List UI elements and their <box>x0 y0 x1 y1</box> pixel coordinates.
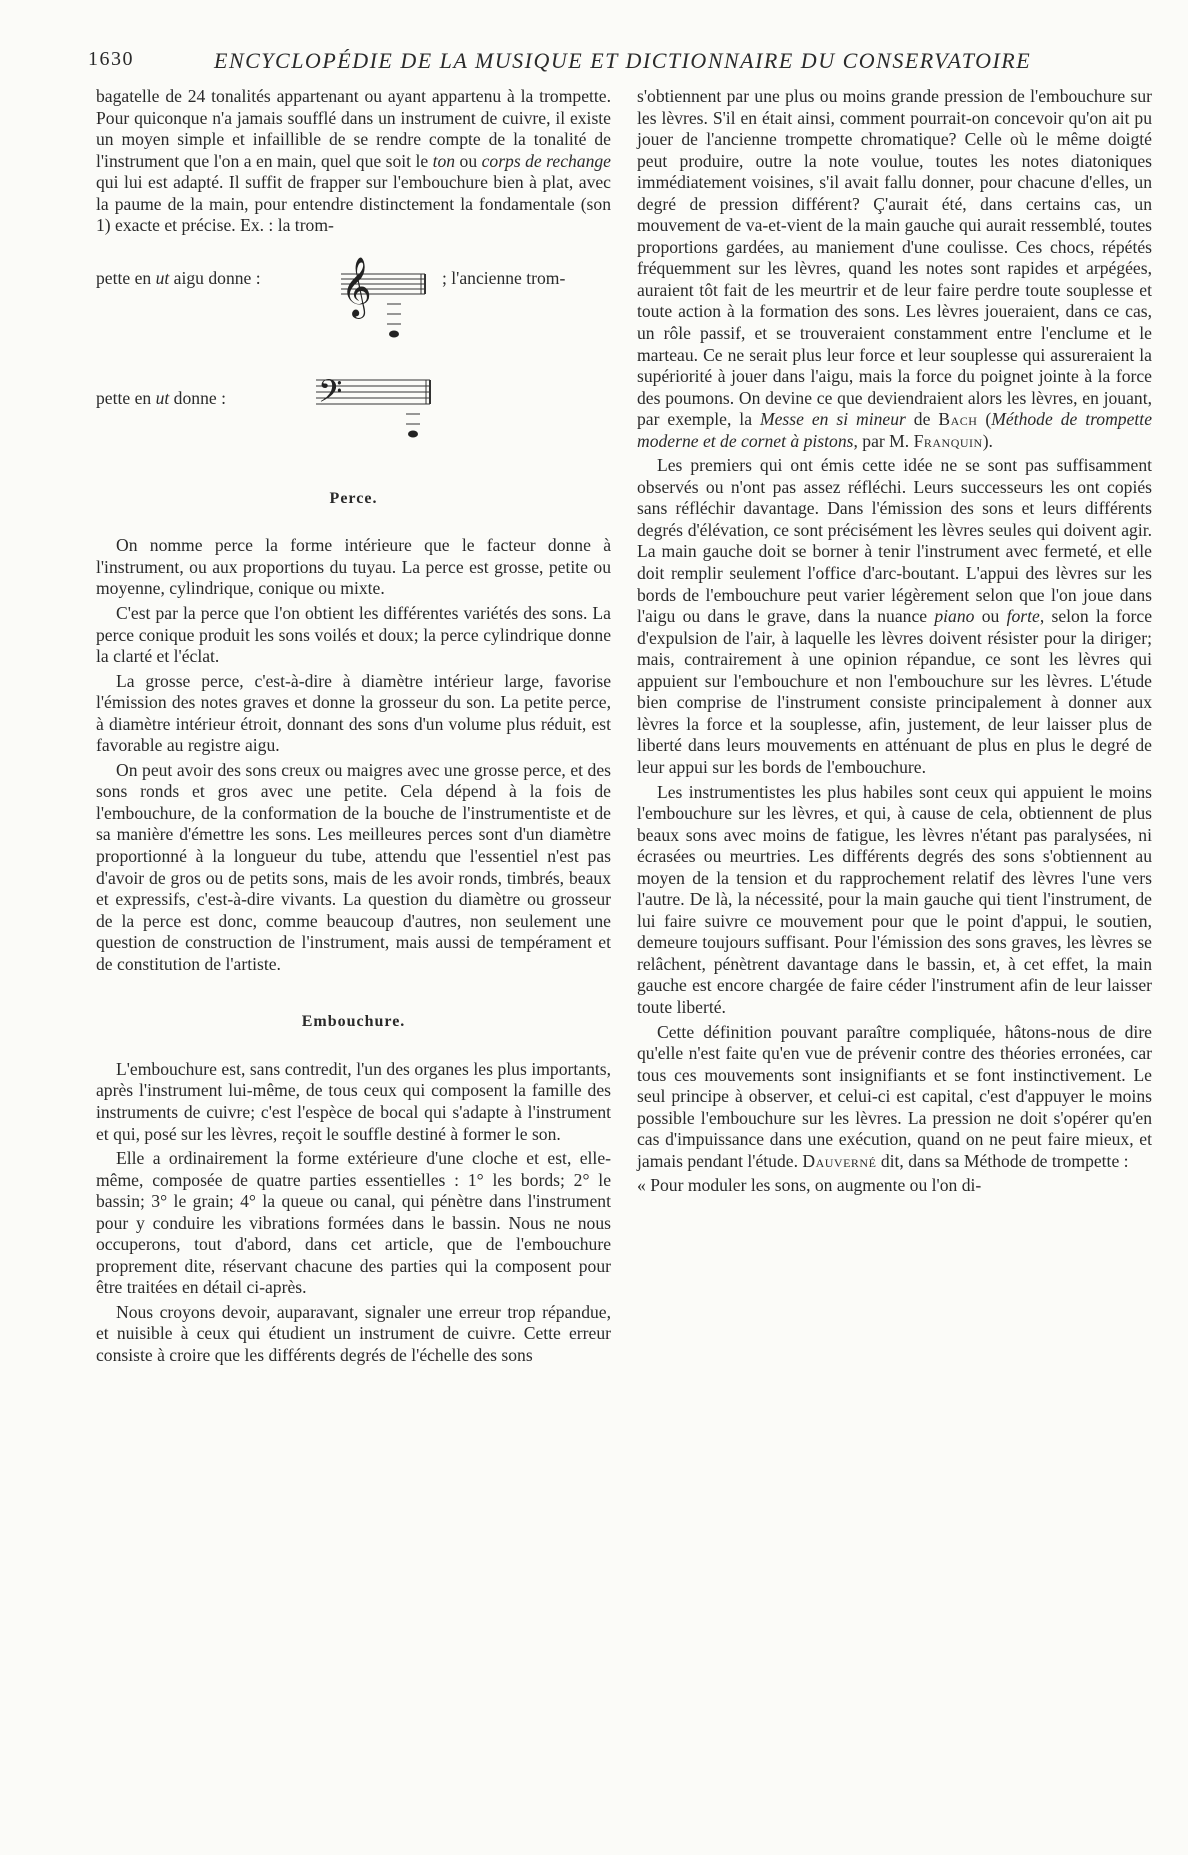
paragraph: La grosse perce, c'est-à-dire à diamètre intérieur large, favorise l'émission des notes graves et donne la grosseur du son. La petite perce, à diamètre intérieur étroit, donnant des sons d'un volume plus réduit, est favorable au registre aigu. <box>96 670 611 756</box>
svg-text:𝄞: 𝄞 <box>341 256 372 317</box>
intro-paragraph: bagatelle de 24 tonalités appartenant ou ayant appartenu à la trompette. Pour quiconque n'a jamais soufflé dans un instrument de cuivre, il existe un moyen simple et infaillible de se rendre compte de la tonalité de l'instrument que l'on a en main, quel que soit le ton ou corps de rechange qui lui est adapté. Il suffit de frapper sur l'embouchure bien à plat, avec la paume de la main, pour entendre distinctement la fondamentale (son 1) exacte et précise. Ex. : la trom- <box>96 86 611 236</box>
right-column <box>637 86 1152 1200</box>
paragraph: L'embouchure est, sans contredit, l'un des organes les plus importants, après l'instrument lui-même, de tous ceux qui composent la famille des instruments de cuivre; c'est l'espèce de bocal qui s'adapte à l'instrument et qui, posé sur les lèvres, reçoit le souffle destiné à former le son. <box>96 1058 611 1144</box>
paragraph: On peut avoir des sons creux ou maigres avec une grosse perce, et des sons ronds et gros avec une petite. Cela dépend à la fois de l'embouchure, de la conformation de la bouche de l'instrumentiste et de sa manière d'émettre les sons. Les meilleures perces sont d'un diamètre proportionné à la longueur du tube, attendu que l'essentiel n'est pas d'avoir de gros ou de petits sons, mais de les avoir ronds, timbrés, beaux et expressifs, c'est-à-dire vivants. La question du diamètre ou grosseur de la perce est donc, comme beaucoup d'autres, non seulement une question de construction de l'instrument, mais aussi de tempérament et de constitution de l'artiste. <box>96 759 611 974</box>
paragraph: s'obtiennent par une plus ou moins grande pression de l'embouchure sur les lèvres. S'il en était ainsi, comment pourrait-on concevoir qu'on ait pu jouer de l'ancienne trompette chromatique? Celle où le même doigté peut produire, outre la note voulue, toutes les notes diatoniques immédiatement voisines, s'il avait fallu donner, pour chacune d'elles, un degré de pression différent? Ç'aurait été, dans certains cas, un mouvement de va-et-vient de la main gauche qui aurait ressemblé, toutes proportions gardées, au maniement d'une coulisse. Ces chocs, répétés fréquemment sur les lèvres, quand les notes sont rapides et arpégées, auraient tôt fait de les meurtrir et de leur faire perdre toute souplesse et toute action à la formation des sons. Les lèvres joueraient, dans ce cas, un rôle passif, et se trouveraient constamment entre l'enclume et le marteau. Ce ne serait plus leur force et leur souplesse qui assureraient la supériorité à jouer dans l'aigu, mais la force du poignet jointe à la force des poumons. On devine ce que deviendraient alors les lèvres, en jouant, par exemple, la Messe en si mineur de Bach (Méthode de trompette moderne et de cornet à pistons, par M. Franquin). <box>637 86 1153 451</box>
svg-text:𝄢: 𝄢 <box>318 372 343 417</box>
paragraph: On nomme perce la forme intérieure que le facteur donne à l'instrument, ou aux proportions du tuyau. La perce est grosse, petite ou moyenne, cylindrique, conique ou mixte. <box>96 535 611 599</box>
paragraph: Cette définition pouvant paraître compliquée, hâtons-nous de dire qu'elle n'est faite qu'en vue de prévenir contre des théories erronées, car tous ces mouvements sont insignifiants et se font instinctivement. Le seul principe à observer, et celui-ci est capital, c'est d'appuyer le moins possible l'embouchure sur les lèvres. La pression ne doit s'opérer qu'en cas d'impuissance dans une exécution, quand on ne peut faire mieux, et jamais pendant l'étude. Dauverné dit, dans sa Méthode de trompette : <box>637 1021 1152 1171</box>
section-title-perce: Perce. <box>329 489 378 507</box>
paragraph: Nous croyons devoir, auparavant, signaler une erreur trop répandue, et nuisible à ceux qui étudient un instrument de cuivre. Cette erreur consiste à croire que les différents degrés de l'échelle des sons <box>96 1301 611 1365</box>
music-example-bass: pette en ut donne : 𝄢 <box>96 352 611 452</box>
page-number: 1630 <box>88 48 134 70</box>
running-header <box>88 48 1038 76</box>
left-column <box>96 86 611 1370</box>
paragraph: Les premiers qui ont émis cette idée ne se sont pas suffisamment observés ou n'ont pas assez réfléchi. Leurs successeurs les ont copiés sans réfléchir davantage. Dans l'émission des sons et leurs différents degrés d'élévation, ce sont précisément les lèvres seules qui doivent agir. La main gauche doit se borner à tenir l'instrument avec fermeté, et elle doit remplir seulement l'office d'arc-boutant. L'appui des lèvres sur les bords de l'embouchure peut varier légèrement selon que l'on joue dans l'aigu ou dans le grave, dans la nuance piano ou forte, selon la force d'expulsion de l'air, à laquelle les lèvres doivent résister pour la diriger; mais, contrairement à une opinion répandue, ce sont les lèvres qui appuient sur l'embouchure et non l'embouchure sur les lèvres. L'étude bien comprise de l'instrument consiste principalement à donner aux lèvres la force et la souplesse, afin, justement, de leur laisser plus de liberté dans leurs mouvements en atténuant de plus en plus le degré de leur appui sur les bords de l'embouchure. <box>637 455 1153 777</box>
paragraph: « Pour moduler les sons, on augmente ou l'on di- <box>637 1175 982 1196</box>
paragraph: Elle a ordinairement la forme extérieure d'une cloche et est, elle-même, composée de quatre parties essentielles : 1° les bords; 2° le bassin; 3° le grain; 4° la queue ou canal, qui pénètre dans l'instrument pour y conduire les vibrations formées dans le bassin. Nous ne nous occuperons, tout d'abord, dans cet article, que de l'embouchure proprement dite, réservant chacune des parties qui la composent pour être traitées en détail ci-après. <box>96 1148 611 1298</box>
paragraph: C'est par la perce que l'on obtient les différentes variétés des sons. La perce conique produit les sons voilés et doux; la perce cylindrique donne la clarté et l'éclat. <box>96 603 611 667</box>
running-title: ENCYCLOPÉDIE DE LA MUSIQUE ET DICTIONNAIRE DU CONSERVATOIRE <box>214 48 1032 73</box>
paragraph: Les instrumentistes les plus habiles sont ceux qui appuient le moins l'embouchure sur les lèvres, et qui, à cause de cela, obtiennent de plus beaux sons avec moins de fatigue, les lèvres n'étant pas paralysées, ni écrasées ou meurtries. Les différents degrés des sons s'obtiennent au moyen de la tension et du rapprochement relatif des lèvres l'une vers l'autre. De là, la nécessité, pour la main gauche qui tient l'instrument, de lui faire suivre ce mouvement pour que le point d'appui, le soutien, demeure toujours suffisant. Pour l'émission des sons graves, les lèvres se relâchent, pénètrent davantage dans le bassin, et, à cet effet, la main gauche est encore chargée de faire céder l'instrument afin de leur laisser toute liberté. <box>637 781 1152 1017</box>
section-title-embouchure: Embouchure. <box>301 1013 406 1031</box>
music-example-treble: pette en ut aigu donne : 𝄞 ; l'ancienne trom- <box>96 240 611 352</box>
